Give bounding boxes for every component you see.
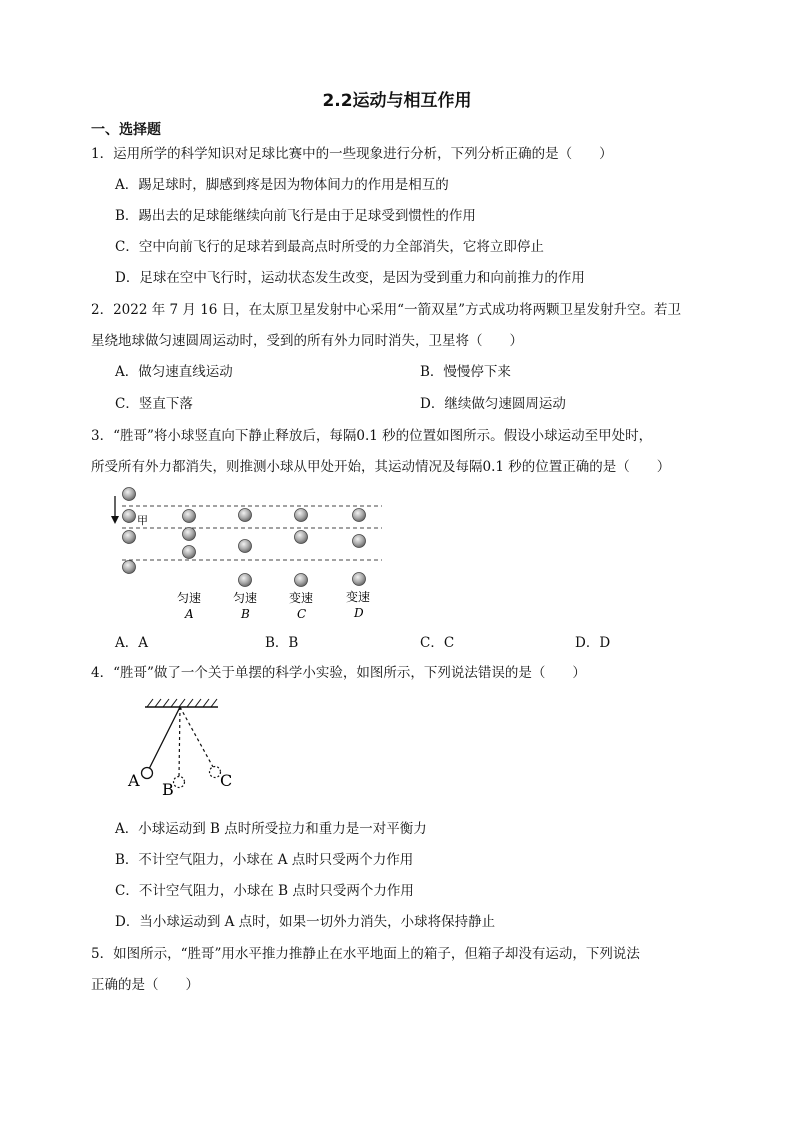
q4-option-b: B．不计空气阻力，小球在 A 点时只受两个力作用	[115, 852, 414, 868]
q4-stem: 4．“胜哥”做了一个关于单摆的科学小实验，如图所示，下列说法错误的是（ ）	[91, 665, 586, 681]
q2-option-a: A．做匀速直线运动	[115, 364, 233, 380]
column-b-bottom-label: B	[241, 607, 250, 621]
q2-stem-line2: 星绕地球做匀速圆周运动时，受到的所有外力同时消失，卫星将（ ）	[91, 333, 523, 349]
ball	[183, 528, 196, 541]
ball	[183, 510, 196, 523]
q3-stem-line2: 所受所有外力都消失，则推测小球从甲处开始，其运动情况及每隔0.1 秒的位置正确的是（ ）	[91, 459, 671, 475]
q3-ball-positions-figure	[100, 480, 400, 625]
ball	[295, 531, 308, 544]
pendulum-string-c	[180, 707, 213, 767]
q4-option-d: D．当小球运动到 A 点时，如果一切外力消失，小球将保持静止	[115, 914, 496, 930]
pendulum-ball-c	[210, 767, 221, 778]
ball	[123, 531, 136, 544]
page-title: 2.2运动与相互作用	[322, 91, 472, 111]
pendulum-string-b	[179, 707, 180, 777]
ball	[239, 509, 252, 522]
pendulum-ball-b	[174, 777, 185, 788]
q1-option-c: C．空中向前飞行的足球若到最高点时所受的力全部消失，它将立即停止	[115, 239, 544, 255]
q1-option-d: D．足球在空中飞行时，运动状态发生改变，是因为受到重力和向前推力的作用	[115, 270, 585, 286]
pendulum-ball-a	[142, 768, 153, 779]
q5-stem-line2: 正确的是（ ）	[91, 977, 199, 993]
pendulum-string-a	[149, 707, 180, 769]
pendulum-label-a: A	[128, 771, 140, 790]
column-a-bottom-label: A	[185, 607, 194, 621]
q2-option-d: D．继续做匀速圆周运动	[420, 396, 566, 412]
column-c-bottom-label: C	[297, 607, 307, 621]
q3-option-c: C．C	[420, 635, 455, 651]
q2-option-b: B．慢慢停下来	[420, 364, 511, 380]
pendulum-label-b: B	[162, 780, 174, 799]
ball	[295, 574, 308, 587]
q4-pendulum-figure	[120, 695, 240, 805]
ball	[123, 561, 136, 574]
ball	[353, 535, 366, 548]
ball	[123, 510, 136, 523]
q2-stem-line1: 2．2022 年 7 月 16 日，在太原卫星发射中心采用“一箭双星”方式成功将两颗卫星发射升空。若卫	[91, 302, 681, 318]
q3-stem-line1: 3．“胜哥”将小球竖直向下静止释放后，每隔0.1 秒的位置如图所示。假设小球运动至甲处时，	[91, 428, 653, 444]
ball	[239, 540, 252, 553]
q1-option-b: B．踢出去的足球能继续向前飞行是由于足球受到惯性的作用	[115, 208, 476, 224]
q4-option-a: A．小球运动到 B 点时所受拉力和重力是一对平衡力	[115, 821, 427, 837]
ball	[183, 546, 196, 559]
column-b-top-label: 匀速	[233, 591, 258, 605]
q4-option-c: C．不计空气阻力，小球在 B 点时只受两个力作用	[115, 883, 414, 899]
q3-option-d: D．D	[575, 635, 611, 651]
ball	[353, 509, 366, 522]
q3-option-a: A．A	[115, 635, 148, 651]
q2-option-c: C．竖直下落	[115, 396, 193, 412]
down-arrow-head-icon	[111, 516, 119, 524]
column-c-top-label: 变速	[289, 591, 314, 605]
jia-label: 甲	[137, 514, 148, 527]
ball	[123, 488, 136, 501]
q1-option-a: A．踢足球时，脚感到疼是因为物体间力的作用是相互的	[115, 177, 449, 193]
pendulum-label-c: C	[220, 771, 233, 790]
q3-option-b: B．B	[265, 635, 299, 651]
ball	[353, 573, 366, 586]
column-a-top-label: 匀速	[177, 591, 202, 605]
column-d-bottom-label: D	[354, 606, 364, 620]
q1-stem: 1．运用所学的科学知识对足球比赛中的一些现象进行分析，下列分析正确的是（ ）	[91, 146, 613, 162]
ball	[239, 574, 252, 587]
q5-stem-line1: 5．如图所示，“胜哥”用水平推力推静止在水平地面上的箱子，但箱子却没有运动，下列说法	[91, 946, 640, 962]
section-heading: 一、选择题	[91, 122, 161, 138]
column-d-top-label: 变速	[346, 590, 371, 604]
ball	[295, 509, 308, 522]
